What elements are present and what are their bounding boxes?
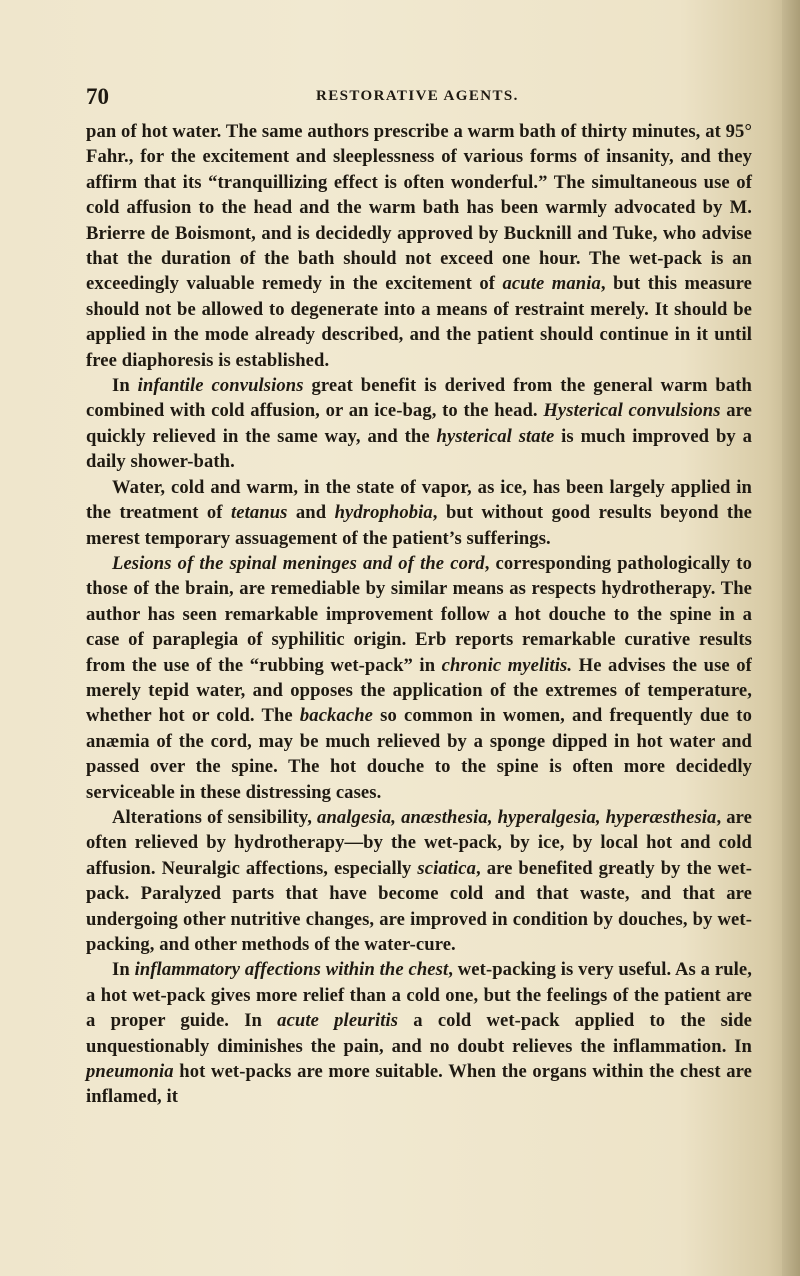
page-header (86, 84, 750, 108)
italic-text: tetanus (231, 502, 288, 524)
text-run: hot wet-packs are more suitable. When the organs within the chest are inflamed, it (86, 1061, 752, 1108)
paragraph (86, 805, 752, 957)
page-gutter-edge (782, 0, 800, 1276)
italic-text: sciatica (417, 857, 477, 879)
text-run: are quickly relieved in the same way, and the (86, 400, 753, 447)
paragraph (86, 551, 752, 805)
text-run: , corresponding pathologically to those of the brain, are remediable by similar means as respects hydrotherapy. The author has seen remarkable improvement follow a hot douche to the spine in a case of paraplegia of syphilitic origin. Erb reports remarkable curative results from the use of the “rubbing wet-pack” in (86, 552, 752, 676)
paragraph (86, 373, 752, 475)
text-run: a cold wet-pack applied to the side unquestionably diminishes the pain, and no doubt relieves the inflammation. In (86, 1010, 752, 1057)
text-run: and (287, 502, 335, 524)
running-head: RESTORATIVE AGENTS. (316, 88, 519, 104)
text-run: , are benefited greatly by the wet-pack. Paralyzed parts that have become cold and that waste, and that are undergoing other nutritive changes, are improved in condition by douches, by wet-packing, and other methods of the water-cure. (86, 857, 752, 955)
italic-text: chronic myelitis. (441, 654, 573, 676)
italic-text: Hysterical convulsions (543, 400, 721, 422)
italic-text: hysterical state (436, 425, 555, 447)
italic-text: infantile convulsions (137, 375, 304, 397)
italic-text: acute mania (502, 273, 601, 295)
italic-text: Lesions of the spinal meninges and of the cord (112, 552, 485, 574)
text-run: He advises the use of merely tepid water, and opposes the application of the extremes of temperature, whether hot or cold. The (86, 654, 752, 727)
italic-text: inflammatory affections within the chest (134, 959, 449, 981)
text-run: , are often relieved by hydrotherapy—by the wet-pack, by ice, by local hot and cold affusion. Neuralgic affections, especially (86, 806, 752, 879)
text-run: , but this measure should not be allowed to degenerate into a means of restraint merely. It should be applied in the mode already described, and the patient should continue in it until free diaphoresis is established. (86, 273, 753, 371)
text-run: Alterations of sensibility, (112, 806, 318, 828)
italic-text: acute pleuritis (277, 1010, 399, 1032)
text-run: great benefit is derived from the general warm bath combined with cold affusion, or an ice-bag, to the head. (86, 375, 753, 422)
page-number: 70 (86, 84, 109, 109)
text-run: Water, cold and warm, in the state of vapor, as ice, has been largely applied in the treatment of (86, 476, 752, 524)
text-run: , but without good results beyond the merest temporary assuagement of the patient’s sufferings. (86, 502, 752, 549)
text-run: pan of hot water. The same authors prescribe a warm bath of thirty minutes, at 95° Fahr., for the excitement and sleeplessness of various forms of insanity, and they affirm that its “tranquillizing effect is often wonderful.” The simultaneous use of cold affusion to the head and the warm bath has been warmly advocated by M. Brierre de Boismont, and is decidedly approved by Bucknill and Tuke, who advise that the duration of the bath should not exceed one hour. The wet-pack is an exceedingly valuable remedy in the excitement of (86, 121, 752, 295)
italic-text: hydrophobia (334, 502, 433, 524)
paragraph (86, 119, 752, 373)
paragraph (86, 475, 752, 551)
text-run: , wet-packing is very useful. As a rule, a hot wet-pack gives more relief than a cold one, but the feelings of the patient are a proper guide. In (86, 959, 753, 1032)
text-run: In (112, 375, 138, 397)
text-run: so common in women, and frequently due to anæmia of the cord, may be much relieved by a sponge dipped in hot water and passed over the spine. The hot douche to the spine is often more decidedly serviceable in these distressing cases. (86, 705, 752, 803)
italic-text: analgesia, anæsthesia, hyperalgesia, hyperæsthesia (317, 806, 717, 828)
text-run: is much improved by a daily shower-bath. (86, 425, 752, 473)
paragraph (86, 957, 752, 1109)
italic-text: pneumonia (86, 1061, 174, 1083)
italic-text: backache (299, 705, 373, 727)
text-run: In (112, 959, 135, 981)
body-text (86, 119, 752, 1110)
